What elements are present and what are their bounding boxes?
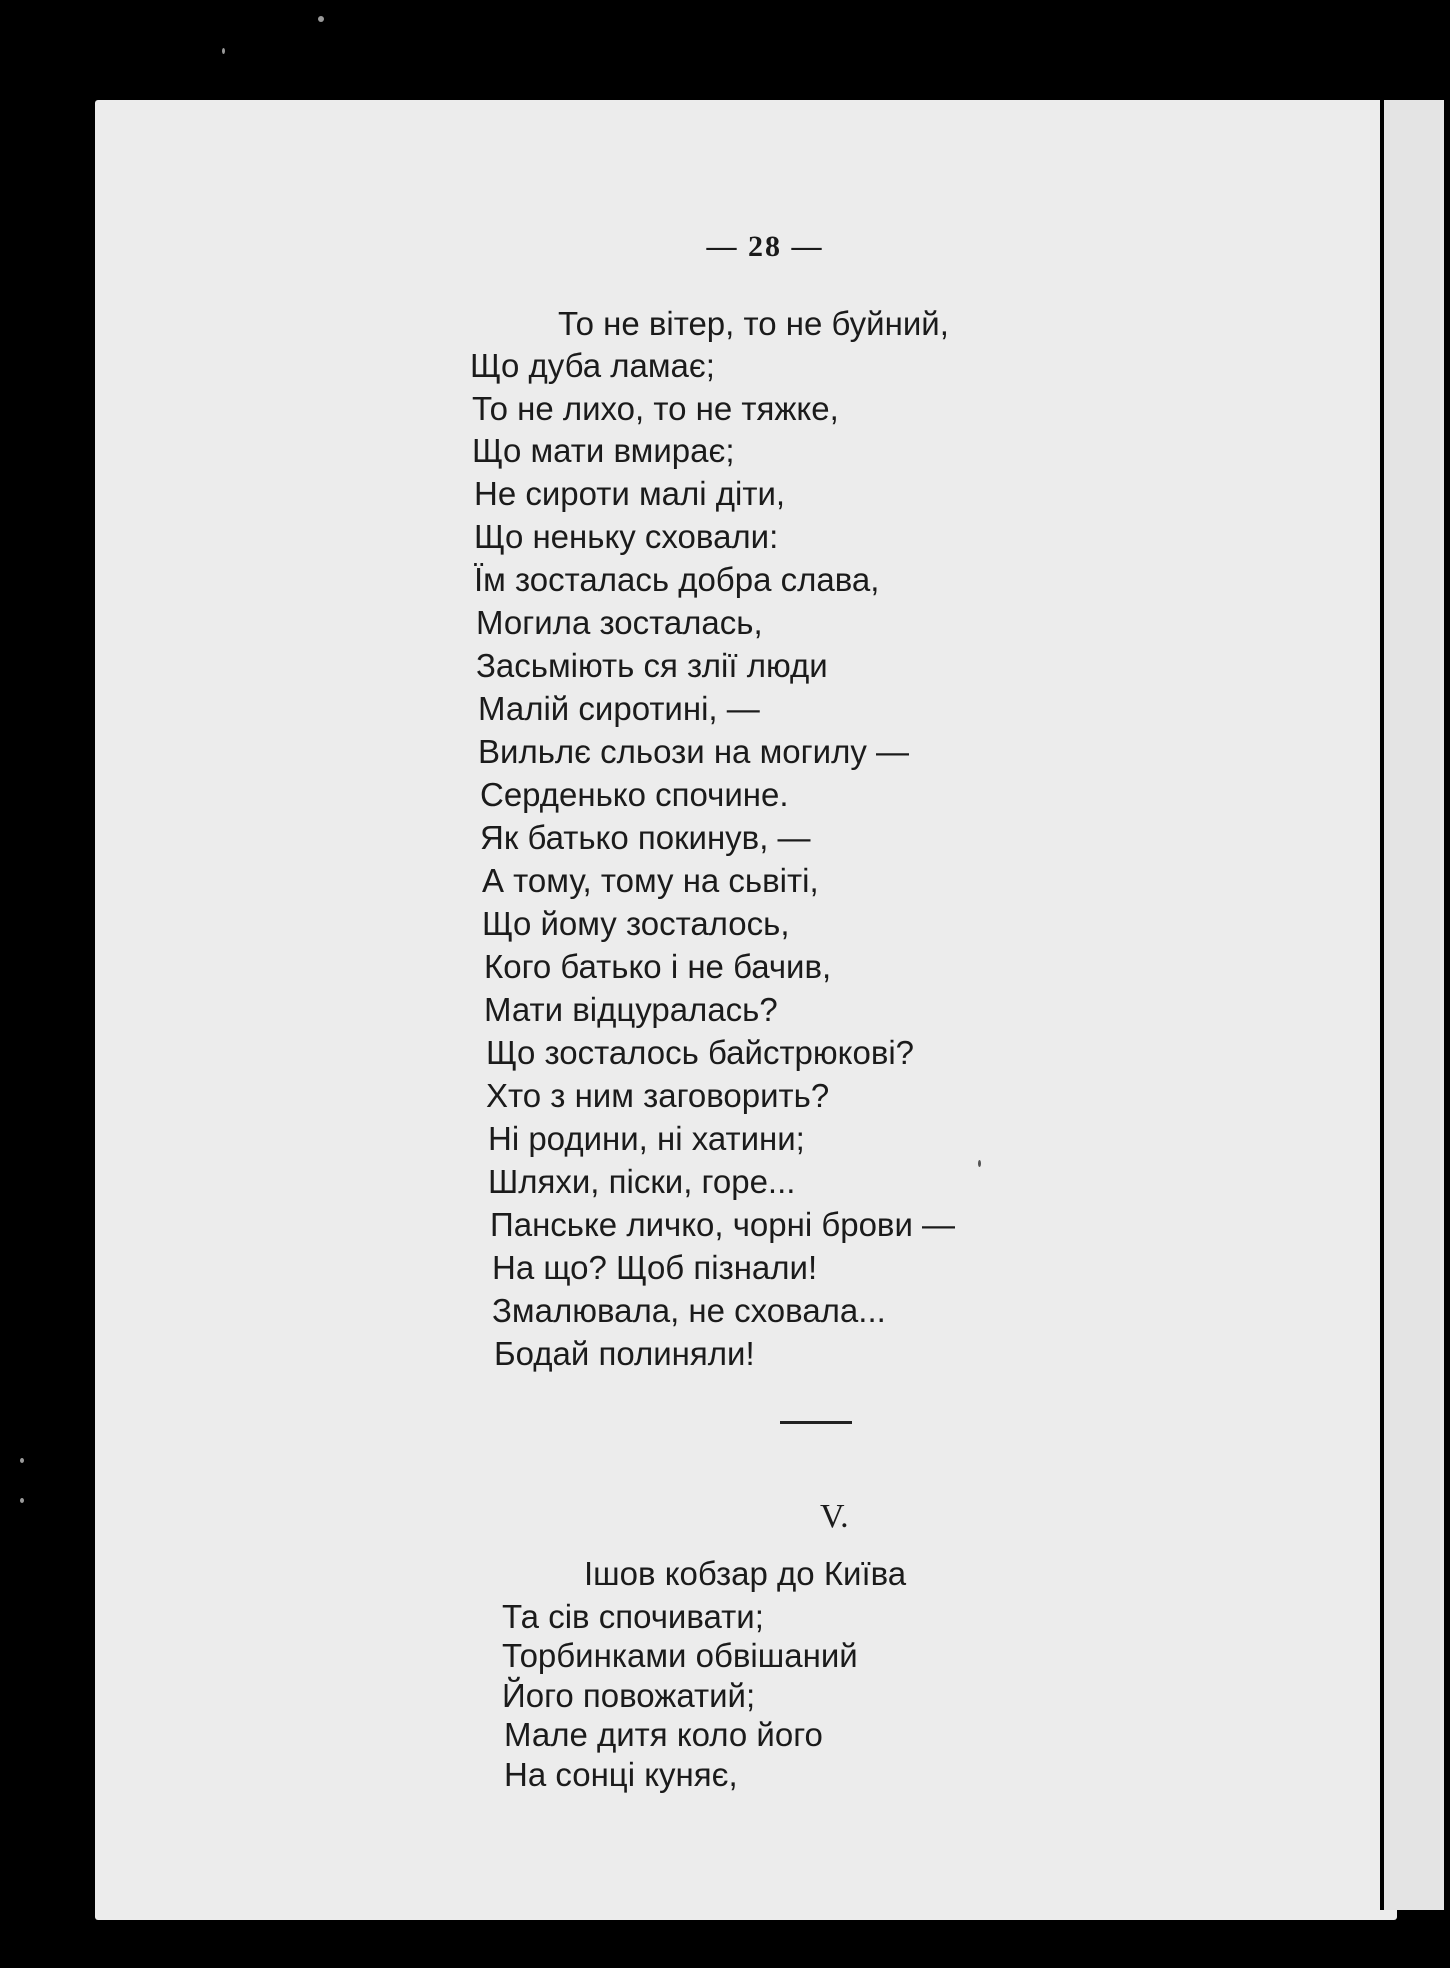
poem-line: Торбинками обвішаний bbox=[502, 1637, 858, 1674]
poem-line: Вильлє сльози на могилу — bbox=[478, 733, 909, 770]
poem-line: Що дуба ламає; bbox=[470, 347, 715, 384]
poem-line: Його повожатий; bbox=[502, 1677, 756, 1714]
poem-line: А тому, тому на сьвіті, bbox=[482, 862, 819, 899]
poem-line: На що? Щоб пізнали! bbox=[492, 1249, 818, 1286]
poem-line: Малій сиротині, — bbox=[478, 690, 760, 727]
poem-line: Що зосталось байстрюкові? bbox=[486, 1034, 915, 1071]
poem-line: Ішов кобзар до Київа bbox=[584, 1555, 907, 1592]
poem-line: Як батько покинув, — bbox=[480, 819, 811, 856]
section-divider bbox=[780, 1421, 852, 1424]
poem-line: Засьміють ся злії люди bbox=[476, 647, 828, 684]
poem-line: Шляхи, піски, горе... bbox=[488, 1163, 796, 1200]
poem-line: Мале дитя коло його bbox=[504, 1716, 823, 1753]
poem-line: Що неньку сховали: bbox=[474, 518, 779, 555]
scan-speck bbox=[318, 16, 324, 22]
poem-line: Що йому зосталось, bbox=[482, 905, 790, 942]
poem-line: Мати відцуралась? bbox=[484, 991, 778, 1028]
poem-line: Та сів спочивати; bbox=[502, 1598, 764, 1635]
poem-line: На сонці куняє, bbox=[504, 1756, 738, 1793]
poem-line: Їм зосталась добра слава, bbox=[474, 561, 880, 598]
poem-line: То не лихо, то не тяжке, bbox=[472, 390, 839, 427]
scan-speck bbox=[20, 1498, 24, 1503]
scan-speck bbox=[20, 1458, 24, 1463]
section-numeral: V. bbox=[820, 1498, 849, 1535]
poem-line: Могила зосталась, bbox=[476, 604, 763, 641]
poem-line: Кого батько і не бачив, bbox=[484, 948, 832, 985]
page-number: — 28 — bbox=[706, 230, 824, 263]
poem-line: То не вітер, то не буйний, bbox=[558, 305, 949, 342]
poem-line: Ні родини, ні хатини; bbox=[488, 1120, 805, 1157]
poem-line: Змалювала, не сховала... bbox=[492, 1292, 886, 1329]
poem-line: Серденько спочине. bbox=[480, 776, 789, 813]
facing-page-edge bbox=[1380, 100, 1444, 1910]
scan-speck bbox=[978, 1160, 981, 1167]
scan-speck bbox=[222, 48, 225, 54]
poem-line: Не сироти малі діти, bbox=[474, 475, 786, 512]
poem-line: Хто з ним заговорить? bbox=[486, 1077, 830, 1114]
poem-line: Бодай полиняли! bbox=[494, 1335, 755, 1372]
poem-line: Що мати вмирає; bbox=[472, 432, 735, 469]
poem-line: Панське личко, чорні брови — bbox=[490, 1206, 956, 1243]
